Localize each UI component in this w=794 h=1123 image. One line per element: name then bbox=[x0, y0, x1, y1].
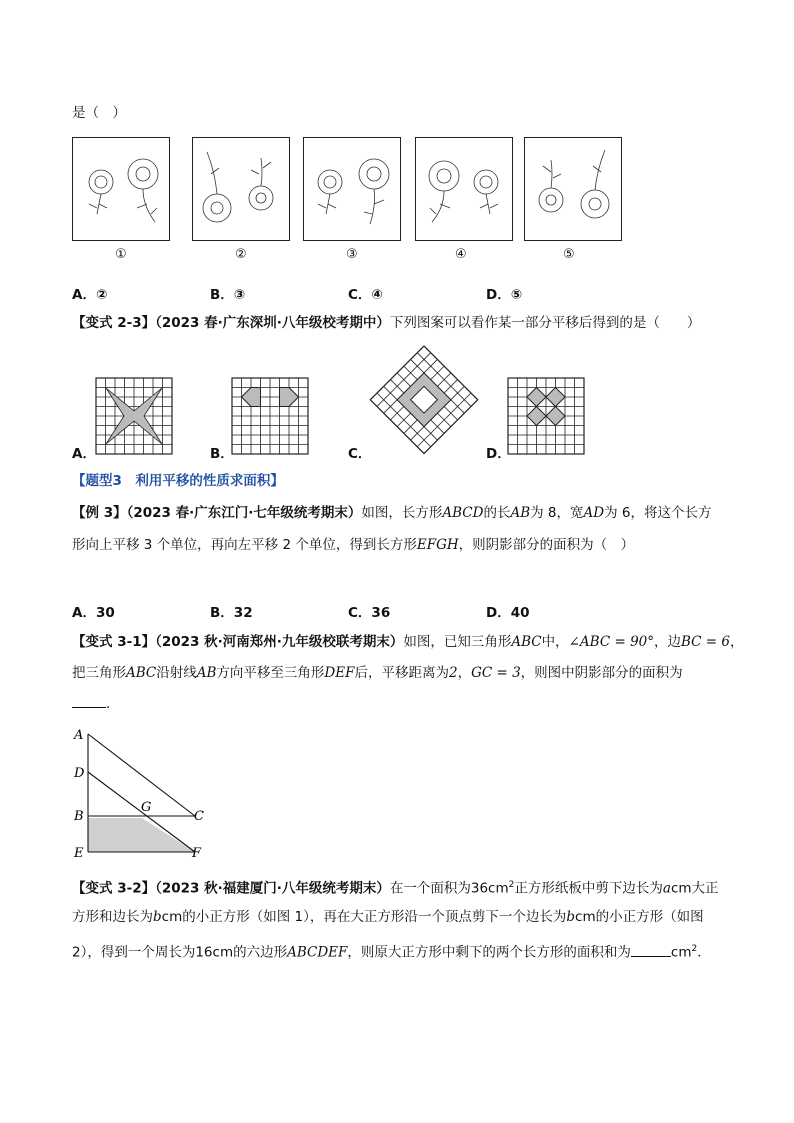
question-v31-line-2: 把三角形ABC沿射线AB方向平移至三角形DEF后，平移距离为2，GC = 3，则图中阴影部分的面积为 bbox=[72, 665, 683, 681]
answer-blank[interactable] bbox=[631, 944, 671, 957]
example-3-line-2: 形向上平移 3 个单位，再向左平移 2 个单位，得到长方形EFGH，则阴影部分的面积为（ ） bbox=[72, 537, 635, 553]
flower-figure-4 bbox=[415, 137, 513, 241]
answer-blank[interactable] bbox=[72, 695, 106, 708]
option-b[interactable]: B．32 bbox=[210, 605, 253, 621]
answer-blank-line: ． bbox=[72, 694, 120, 714]
option-c[interactable]: C． bbox=[348, 446, 372, 462]
option-d[interactable]: D．⑤ bbox=[486, 287, 523, 303]
flower-label-4: ④ bbox=[455, 247, 467, 262]
label-a: A bbox=[74, 728, 84, 743]
flower-figure-1 bbox=[72, 137, 170, 241]
label-d: D bbox=[74, 766, 85, 781]
section-title: 【题型3 利用平移的性质求面积】 bbox=[72, 473, 284, 489]
sunflower-pair-icon bbox=[416, 138, 512, 240]
grid-figure-b bbox=[232, 378, 308, 454]
triangle-figure bbox=[70, 726, 220, 861]
sunflower-pair-icon bbox=[73, 138, 169, 240]
label-f: F bbox=[192, 846, 202, 861]
label-b: B bbox=[74, 809, 84, 824]
label-g: G bbox=[141, 800, 152, 815]
flower-label-2: ② bbox=[235, 247, 247, 262]
question-v31-line-1: 【变式 3-1】（2023 秋·河南郑州·九年级校联考期末）如图，已知三角形ABC中，∠ABC = 90°，边BC = 6， bbox=[72, 634, 744, 650]
flower-figure-3 bbox=[303, 137, 401, 241]
flower-label-3: ③ bbox=[346, 247, 358, 262]
question-v32-line-2: 方形和边长为bcm的小正方形（如图 1），再在大正方形沿一个顶点剪下一个边长为bcm的小正方形（如图 bbox=[72, 909, 704, 925]
flower-label-1: ① bbox=[115, 247, 127, 262]
grid-figure-a bbox=[96, 378, 172, 454]
sunflower-pair-icon bbox=[304, 138, 400, 240]
label-e: E bbox=[74, 846, 84, 861]
option-a[interactable]: A． bbox=[72, 446, 96, 462]
grid-figure-d bbox=[508, 378, 584, 454]
option-c[interactable]: C．36 bbox=[348, 605, 391, 621]
question-v32-line-3: 2），得到一个周长为16cm的六边形ABCDEF，则原大正方形中剩下的两个长方形的面积和为 $cm^2$． bbox=[72, 944, 711, 961]
question-v23: 【变式 2-3】（2023 春·广东深圳·八年级校考期中）下列图案可以看作某一部分平移后得到的是（ ） bbox=[72, 315, 701, 331]
example-3-line-1: 【例 3】（2023 春·广东江门·七年级统考期末）如图，长方形ABCD的长AB为 8，宽AD为 6，将这个长方 bbox=[72, 505, 712, 521]
question-tail: 是（ ） bbox=[72, 105, 126, 121]
label-c: C bbox=[194, 809, 204, 824]
grid-figure-c bbox=[370, 346, 478, 454]
sunflower-pair-icon bbox=[525, 138, 621, 240]
question-v32-line-1: 【变式 3-2】（2023 秋·福建厦门·八年级统考期末）在一个面积为$36cm^2$正方形纸板中剪下边长为acm大正 bbox=[72, 880, 719, 897]
option-a[interactable]: A．② bbox=[72, 287, 108, 303]
option-a[interactable]: A．30 bbox=[72, 605, 115, 621]
option-b[interactable]: B．③ bbox=[210, 287, 246, 303]
flower-figure-5 bbox=[524, 137, 622, 241]
flower-figure-2 bbox=[192, 137, 290, 241]
sunflower-pair-icon bbox=[193, 138, 289, 240]
option-d[interactable]: D． bbox=[486, 446, 511, 462]
option-d[interactable]: D．40 bbox=[486, 605, 530, 621]
option-c[interactable]: C．④ bbox=[348, 287, 383, 303]
flower-label-5: ⑤ bbox=[563, 247, 575, 262]
option-b[interactable]: B． bbox=[210, 446, 234, 462]
